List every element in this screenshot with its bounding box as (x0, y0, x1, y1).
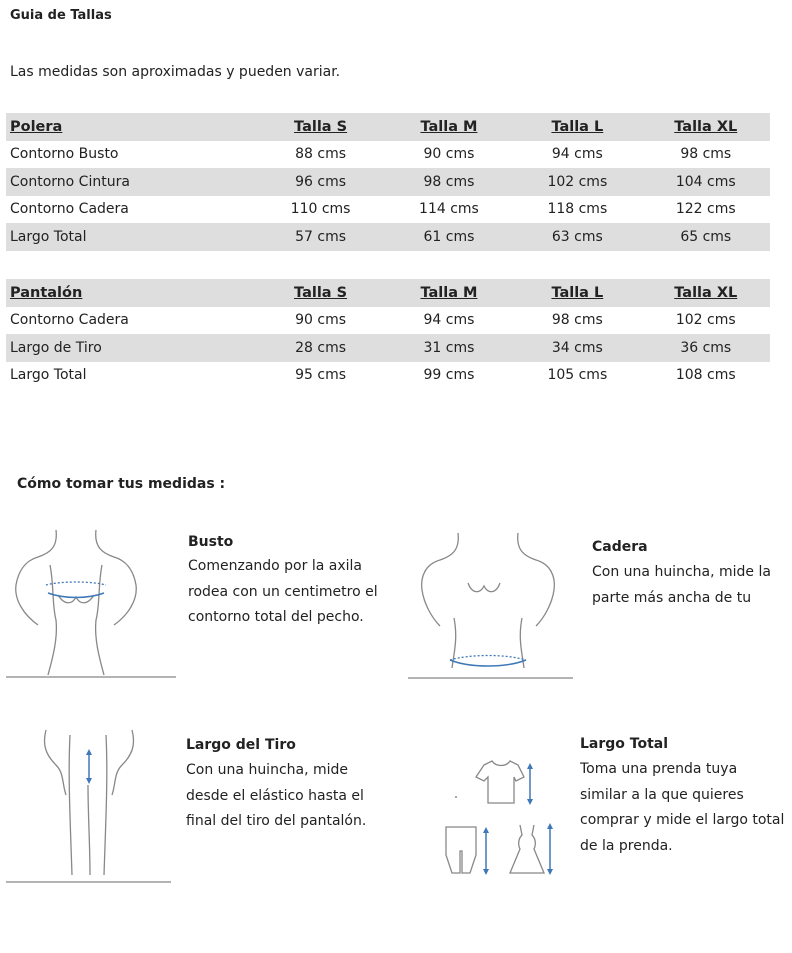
table-cell: 98 cms (551, 312, 603, 329)
table-header-row (6, 279, 770, 307)
bust-title: Busto (188, 534, 234, 550)
table-header-cell: Talla L (551, 284, 604, 301)
text-line: Toma una prenda tuya (580, 761, 738, 777)
text-line: comprar y mide el largo total (580, 812, 785, 828)
table-cell: 122 cms (675, 201, 736, 218)
table-cell: 99 cms (423, 367, 475, 384)
table-cell: 90 cms (423, 146, 475, 163)
table-row (6, 141, 770, 169)
hip-text (592, 560, 788, 611)
table-header-cell: Pantalón (10, 284, 83, 301)
table-header-cell: Polera (10, 118, 63, 135)
table-row (6, 223, 770, 251)
bust-measure-illustration (6, 525, 176, 680)
text-line: desde el elástico hasta el (186, 787, 364, 804)
table-cell: Largo de Tiro (10, 339, 102, 356)
table-row (6, 362, 770, 390)
table-cell: 63 cms (551, 228, 603, 245)
table-row (6, 168, 770, 196)
table-cell: 31 cms (423, 339, 475, 356)
table-cell: Contorno Busto (10, 146, 119, 163)
table-header-cell: Talla S (294, 118, 348, 135)
table-cell: 36 cms (680, 339, 732, 356)
table-cell: 102 cms (547, 173, 608, 190)
table-row (6, 307, 770, 335)
text-line: similar a la que quieres (580, 786, 744, 803)
text-line: final del tiro del pantalón. (186, 813, 367, 829)
table-cell: Contorno Cadera (10, 312, 129, 329)
table-cell: 114 cms (419, 201, 479, 218)
table-cell: 57 cms (295, 228, 347, 245)
table-cell: 65 cms (680, 228, 732, 245)
table-cell: 105 cms (547, 367, 608, 384)
text-line: Comenzando por la axila (188, 558, 362, 574)
intro-text: Las medidas son aproximadas y pueden variar. (10, 64, 341, 80)
table-cell: 94 cms (551, 146, 603, 163)
hip-title: Cadera (592, 539, 648, 555)
text-line: de la prenda. (580, 837, 673, 854)
table-cell: 90 cms (295, 312, 347, 329)
pantalon-size-table (6, 279, 770, 389)
table-cell: 34 cms (551, 339, 603, 356)
rise-measure-illustration (6, 725, 171, 885)
howto-heading: Cómo tomar tus medidas : (17, 476, 226, 492)
text-line: Con una huincha, mide (186, 762, 349, 778)
polera-size-table (6, 113, 770, 251)
table-cell: 28 cms (295, 339, 347, 356)
table-cell: 98 cms (680, 146, 732, 163)
hip-measure-illustration (408, 528, 573, 680)
table-header-cell: Talla XL (674, 284, 738, 301)
total-length-title: Largo Total (580, 736, 669, 752)
table-header-cell: Talla XL (674, 118, 738, 135)
table-header-cell: Talla M (420, 118, 478, 135)
table-cell: 96 cms (295, 173, 347, 190)
table-cell: 98 cms (423, 173, 475, 190)
table-cell: Contorno Cadera (10, 201, 129, 218)
table-cell: 102 cms (675, 312, 736, 329)
text-line: Con una huincha, mide la (592, 564, 771, 580)
table-cell: 88 cms (295, 146, 347, 163)
rise-text (186, 758, 396, 835)
table-cell: 61 cms (423, 228, 475, 245)
bust-text (188, 554, 398, 631)
table-header-cell: Talla M (420, 284, 478, 301)
table-cell: Largo Total (10, 367, 87, 384)
table-cell: 118 cms (547, 201, 608, 218)
table-row (6, 196, 770, 224)
page-title: Guia de Tallas (10, 8, 112, 23)
table-cell: 108 cms (675, 367, 736, 384)
text-line: rodea con un centimetro el (188, 583, 378, 600)
text-line: parte más ancha de tu (592, 589, 752, 606)
table-cell: Contorno Cintura (10, 173, 130, 190)
total-length-illustration (440, 755, 570, 880)
text-line: contorno total del pecho. (188, 609, 364, 625)
table-cell: 104 cms (675, 173, 736, 190)
table-header-cell: Talla L (551, 118, 604, 135)
table-header-row (6, 113, 770, 141)
table-cell: 95 cms (295, 367, 347, 384)
rise-title: Largo del Tiro (186, 737, 296, 753)
table-cell: 110 cms (290, 201, 351, 218)
table-row (6, 334, 770, 362)
table-header-cell: Talla S (294, 284, 348, 301)
table-cell: 94 cms (423, 312, 475, 329)
total-length-text (580, 757, 790, 859)
table-cell: Largo Total (10, 228, 87, 245)
